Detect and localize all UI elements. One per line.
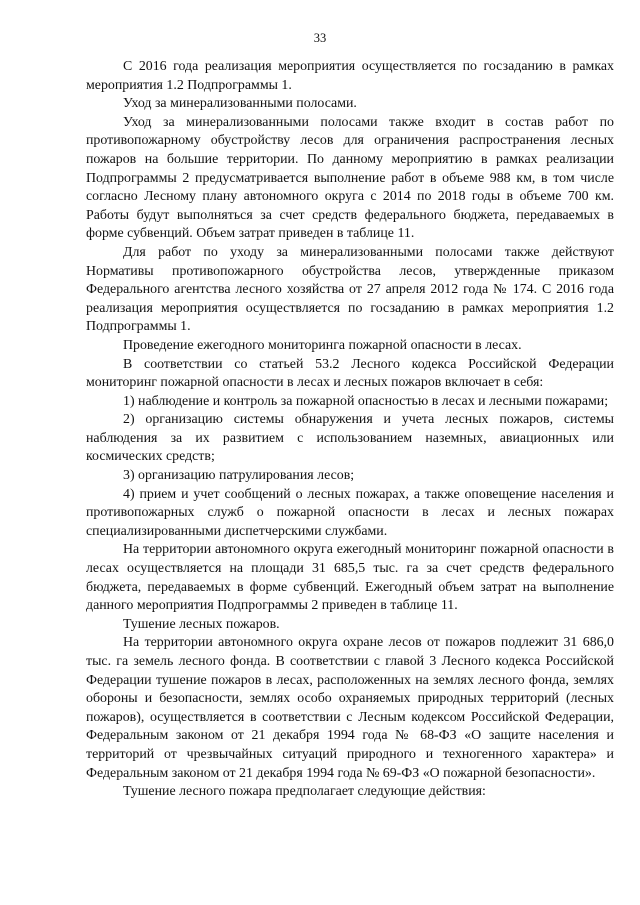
paragraph: Тушение лесного пожара предполагает следующие действия: bbox=[123, 784, 486, 800]
paragraph: Для работ по уходу за минерализованными полосами также действуют Нормативы противопожарного обустройства лесов, утвержденные приказом Федерального агентства лесного хозяйства от 27 апреля 2012 года № 174. С 2016 года реализация мероприятия осуществляется по госзаданию в рамках мероприятия 1.2 Подпрограммы 1. bbox=[86, 244, 614, 335]
list-item: 2) организацию системы обнаружения и учета лесных пожаров, системы наблюдения за их развитием с использованием наземных, авиационных или космических средств; bbox=[86, 412, 614, 465]
paragraph: На территории автономного округа ежегодный мониторинг пожарной опасности в лесах осуществляется на площади 31 685,5 тыс. га за счет средств федерального бюджета, передаваемых в форме субвенций. Ежегодный объем затрат на выполнение данного мероприятия Подпрограммы 2 приведен в таблице 11. bbox=[86, 542, 614, 614]
page-number: 33 bbox=[313, 31, 327, 45]
list-item: 3) организацию патрулирования лесов; bbox=[123, 468, 355, 484]
paragraph: В соответствии со статьей 53.2 Лесного кодекса Российской Федерации мониторинг пожарной опасности в лесах и лесных пожаров включает в себя: bbox=[86, 356, 614, 391]
paragraph: Уход за минерализованными полосами также входит в состав работ по противопожарному обустройству лесов для ограничения распространения лесных пожаров на большие территории. По данному мероприятию в рамках реализации Подпрограммы 2 предусматривается выполнение работ в объеме 988 км, в том числе согласно Лесному плану автономного округа с 2014 по 2018 годы в объеме 700 км. Работы будут выполняться за счет средств федерального бюджета, передаваемых в форме субвенций. Объем затрат приведен в таблице 11. bbox=[86, 114, 614, 242]
list-item: 1) наблюдение и контроль за пожарной опасностью в лесах и лесными пожарами; bbox=[123, 393, 609, 409]
paragraph: С 2016 года реализация мероприятия осуществляется по госзаданию в рамках мероприятия 1.2 Подпрограммы 1. bbox=[86, 59, 614, 93]
paragraph: На территории автономного округа охране лесов от пожаров подлежит 31 686,0 тыс. га земель лесного фонда. В соответствии с главой 3 Лесного кодекса Российской Федерации тушение пожаров в лесах, расположенных на землях лесного фонда, землях обороны и безопасности, землях особо охраняемых природных территорий (лесных пожаров), осуществляется в соответствии с Лесным кодексом Российской Федерации, Федеральным законом от 21 декабря 1994 года № 68-ФЗ «О защите населения и территорий от чрезвычайных ситуаций природного и техногенного характера» и Федеральным законом от 21 декабря 1994 года № 69-ФЗ «О пожарной безопасности». bbox=[86, 635, 614, 781]
section-heading: Уход за минерализованными полосами. bbox=[123, 96, 357, 112]
section-heading: Тушение лесных пожаров. bbox=[123, 616, 280, 632]
section-heading: Проведение ежегодного мониторинга пожарной опасности в лесах. bbox=[123, 337, 522, 353]
document-body bbox=[86, 58, 614, 802]
list-item: 4) прием и учет сообщений о лесных пожарах, а также оповещение населения и противопожарных служб о пожарной опасности в лесах и лесных пожарах специализированными диспетчерскими службами. bbox=[86, 486, 614, 539]
